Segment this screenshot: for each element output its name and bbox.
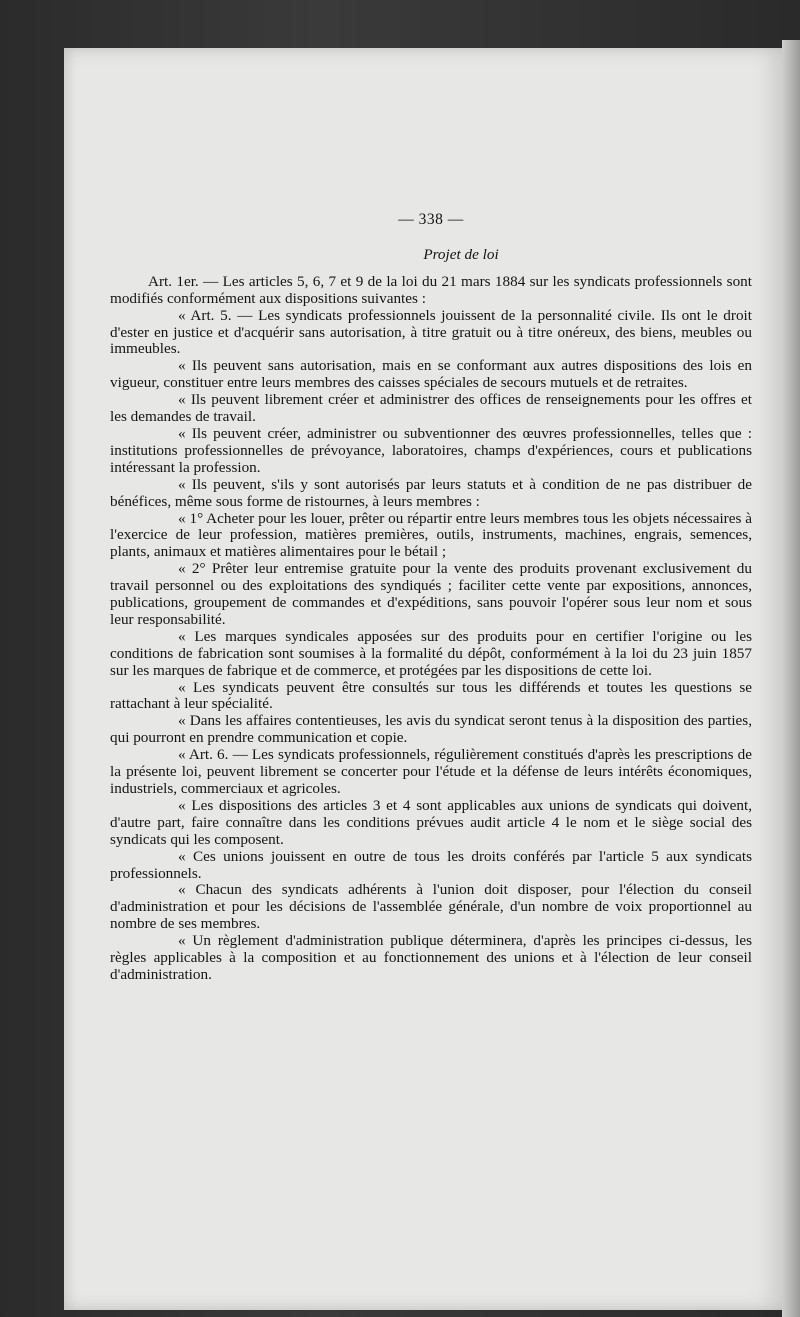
paragraph-item-2: « 2° Prêter leur entremise gratuite pour la vente des produits provenant exclusivement du travail personnel ou des exploitations des syndiqués ; faciliter cette vente par expositions, annonces, publications, groupement de commandes et d'expéditions, sans pouvoir l'opérer sous leur nom et sous leur responsabilité. bbox=[110, 560, 752, 628]
page-number: — 338 — bbox=[398, 211, 464, 228]
next-page-edge bbox=[782, 40, 800, 1317]
paragraph: « Les syndicats peuvent être consultés sur tous les différends et toutes les questions se rattachant à leur spécialité. bbox=[110, 678, 752, 713]
paragraph: « Chacun des syndicats adhérents à l'union doit disposer, pour l'élection du conseil d'administration et pour les décisions de l'assemblée générale, d'un nombre de voix proportionnel au nombre de ses membres. bbox=[110, 881, 752, 933]
paragraph: « Ils peuvent, s'ils y sont autorisés par leurs statuts et à condition de ne pas distribuer de bénéfices, même sous forme de ristournes, à leurs membres : bbox=[110, 475, 752, 510]
paragraph-art6: « Art. 6. — Les syndicats professionnels, régulièrement constitués d'après les prescriptions de la présente loi, peuvent librement se concerter pour l'étude et la défense de leurs intérêts économiques, industriels, commerciaux et agricoles. bbox=[110, 746, 752, 797]
paragraph: « Un règlement d'administration publique déterminera, d'après les principes ci-dessus, les règles applicables à la composition et au fonctionnement des unions et à l'élection de leur conseil d'administration. bbox=[110, 932, 752, 983]
paragraph: « Dans les affaires contentieuses, les avis du syndicat seront tenus à la disposition des parties, qui pourront en prendre communication et copie. bbox=[110, 712, 752, 747]
page-text bbox=[110, 212, 752, 984]
paragraph-art5: « Art. 5. — Les syndicats professionnels jouissent de la personnalité civile. Ils ont le droit d'ester en justice et d'acquérir sans autorisation, à titre gratuit ou à titre onéreux, des biens, meubles ou immeubles. bbox=[110, 306, 752, 358]
paragraph: « Les marques syndicales apposées sur des produits pour en certifier l'origine ou les conditions de fabrication sont soumises à la formalité du dépôt, conformément à la loi du 23 juin 1857 sur les marques de fabrique et de commerce, et protégées par les dispositions de cette loi. bbox=[110, 627, 752, 679]
paragraph: « Ils peuvent sans autorisation, mais en se conformant aux autres dispositions des lois en vigueur, constituer entre leurs membres des caisses spéciales de secours mutuels et de retraites. bbox=[110, 357, 752, 392]
paragraph: « Les dispositions des articles 3 et 4 sont applicables aux unions de syndicats qui doivent, d'autre part, faire connaître dans les conditions prévues audit article 4 le nom et le siège social des syndicats qui les composent. bbox=[110, 796, 752, 848]
paragraph-item-1: « 1° Acheter pour les louer, prêter ou répartir entre leurs membres tous les objets nécessaires à l'exercice de leur profession, matières premières, outils, instruments, machines, engrais, semences, plants, animaux et matières alimentaires pour le bétail ; bbox=[110, 509, 752, 561]
paragraph: « Ils peuvent créer, administrer ou subventionner des œuvres professionnelles, telles que : institutions professionnelles de prévoyance, laboratoires, champs d'expériences, cours et publications intéressant la profession. bbox=[110, 424, 752, 476]
section-title: Projet de loi bbox=[423, 245, 499, 263]
paragraph: « Ils peuvent librement créer et administrer des offices de renseignements pour les offres et les demandes de travail. bbox=[110, 391, 752, 426]
paragraph: « Ces unions jouissent en outre de tous les droits conférés par l'article 5 aux syndicats professionnels. bbox=[110, 847, 752, 882]
paragraph-art1: Art. 1er. — Les articles 5, 6, 7 et 9 de la loi du 21 mars 1884 sur les syndicats professionnels sont modifiés conformément aux dispositions suivantes : bbox=[110, 272, 752, 307]
